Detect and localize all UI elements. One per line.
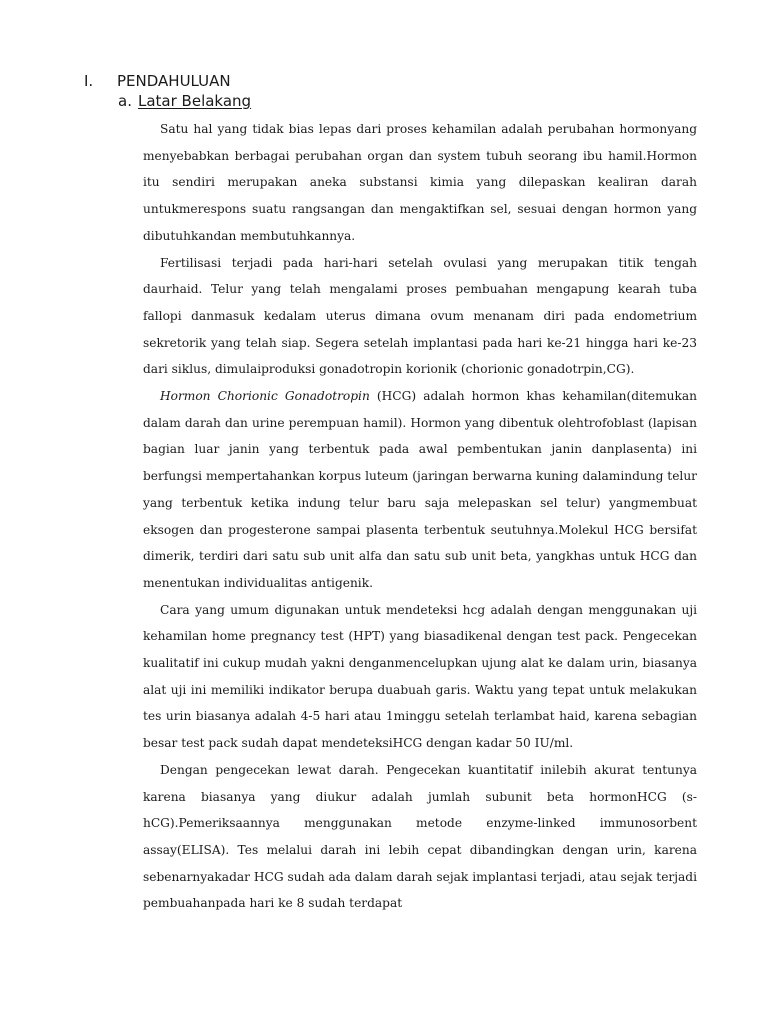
section-heading <box>84 72 231 90</box>
subsection-heading <box>118 92 251 110</box>
paragraph-2-text: Fertilisasi terjadi pada hari-hari setelah ovulasi yang merupakan titik tengah daurhaid. Telur yang telah mengalami proses pembuahan mengapung kearah tuba fallopi danmasuk kedalam uterus dimana ovum menanam diri pada endometrium sekretorik yang telah siap. Segera setelah implantasi pada hari ke-21 hingga hari ke-23 dari siklus, dimulaiproduksi gonadotropin korionik (chorionic gonadotrpin,CG). <box>143 255 697 377</box>
paragraph-3-text: (HCG) adalah hormon khas kehamilan(ditemukan dalam darah dan urine perempuan hamil). Hormon yang dibentuk olehtrofoblast (lapisan bagian luar janin yang terbentuk pada awal pembentukan janin danplasenta) ini berfungsi mempertahankan korpus luteum (jaringan berwarna kuning dalamindung telur yang terbentuk ketika indung telur baru saja melepaskan sel telur) yangmembuat eksogen dan progesterone sampai plasenta terbentuk seutuhnya.Molekul HCG bersifat dimerik, terdiri dari satu sub unit alfa dan satu sub unit beta, yangkhas untuk HCG dan menentukan individualitas antigenik. <box>143 389 697 590</box>
paragraph-4 <box>143 597 697 757</box>
section-title: PENDAHULUAN <box>117 72 231 90</box>
paragraph-4-text: Cara yang umum digunakan untuk mendeteksi hcg adalah dengan menggunakan uji kehamilan home pregnancy test (HPT) yang biasadikenal dengan test pack. Pengecekan kualitatif ini cukup mudah yakni denganmencelupkan ujung alat ke dalam urin, biasanya alat uji ini memiliki indikator berupa duabuah garis. Waktu yang tepat untuk melakukan tes urin biasanya adalah 4-5 hari atau 1minggu setelah terlambat haid, karena sebagian besar test pack sudah dapat mendeteksiHCG dengan kadar 50 IU/ml. <box>143 602 697 751</box>
paragraph-5-text: Dengan pengecekan lewat darah. Pengecekan kuantitatif inilebih akurat tentunya karena biasanya yang diukur adalah jumlah subunit beta hormonHCG (s-hCG).Pemeriksaannya menggunakan metode enzyme-linked immunosorbent assay(ELISA). Tes melalui darah ini lebih cepat dibandingkan dengan urin, karena sebenarnyakadar HCG sudah ada dalam darah sejak implantasi terjadi, atau sejak terjadi pembuahanpada hari ke 8 sudah terdapat <box>143 762 697 911</box>
paragraph-1-text: Satu hal yang tidak bias lepas dari proses kehamilan adalah perubahan hormonyang menyebabkan berbagai perubahan organ dan system tubuh seorang ibu hamil.Hormon itu sendiri merupakan aneka substansi kimia yang dilepaskan kealiran darah untukmerespons suatu rangsangan dan mengaktifkan sel, sesuai dengan hormon yang dibutuhkandan membutuhkannya. <box>143 122 697 243</box>
paragraph-3-italic-lead: Hormon Chorionic Gonadotropin <box>160 389 370 404</box>
section-number: I. <box>84 72 94 90</box>
paragraph-3 <box>143 383 697 597</box>
paragraph-5 <box>143 757 697 917</box>
subsection-title: Latar Belakang <box>138 92 252 110</box>
paragraph-2 <box>143 250 697 384</box>
subsection-letter: a. <box>118 92 132 110</box>
paragraph-1 <box>143 116 697 250</box>
body-text <box>143 116 697 917</box>
